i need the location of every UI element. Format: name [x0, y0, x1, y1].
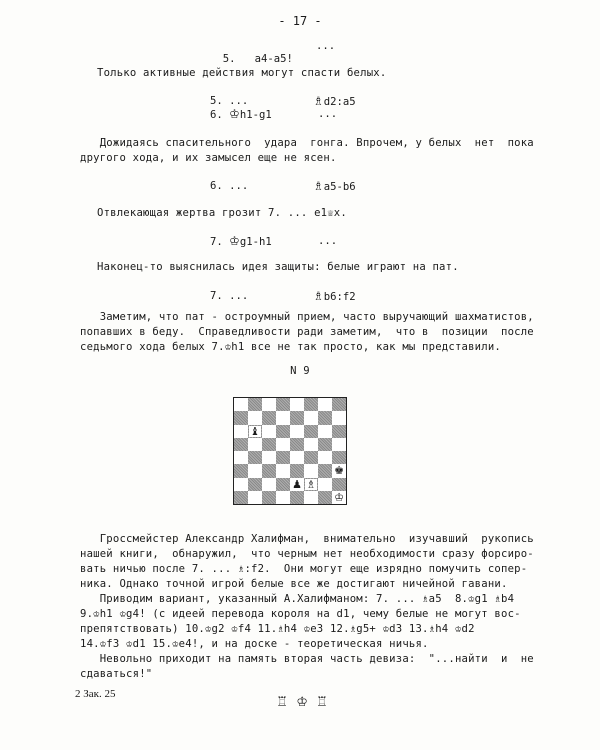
board-square	[262, 438, 276, 451]
move-7-black	[313, 290, 356, 304]
board-square	[304, 478, 318, 491]
board-square	[304, 451, 318, 464]
board-square	[234, 411, 248, 424]
board-square	[262, 478, 276, 491]
board-square	[276, 478, 290, 491]
move-7-black-placeholder: ...	[318, 235, 338, 247]
paragraph-1: Только активные действия могут спасти белых.	[97, 67, 387, 79]
board-square	[290, 451, 304, 464]
board-square	[234, 398, 248, 411]
black-pawn-icon: ♟	[292, 477, 302, 491]
rook-icon: ♖	[276, 695, 288, 710]
board-square	[276, 464, 290, 477]
move-7-number	[210, 290, 248, 303]
paragraph-7-line-1: Приводим вариант, указанный А.Халифманом: 7. ... ♗a5 8.♔g1 ♗b4	[80, 593, 515, 605]
move-number: 7.	[210, 236, 223, 248]
paragraph-8-line-2: сдаваться!"	[80, 668, 153, 680]
move-white: h1-g1	[239, 109, 272, 121]
move-5-black-placeholder: ...	[316, 40, 336, 52]
paragraph-6-line-1: Гроссмейстер Александр Халифман, внимательно изучавший рукопись	[80, 533, 534, 545]
print-order-mark: 2 Зак. 25	[75, 688, 116, 700]
board-square	[304, 411, 318, 424]
board-square	[262, 491, 276, 504]
bishop-icon: ♗	[313, 94, 324, 108]
board-square	[290, 398, 304, 411]
move-black: d2:a5	[323, 96, 356, 108]
move-6-black-placeholder: ...	[318, 108, 338, 120]
move-6-black	[313, 180, 356, 194]
move-6-number	[210, 180, 248, 193]
move-white: g1-h1	[239, 236, 272, 248]
move-black: b6:f2	[323, 291, 356, 303]
move-white: ...	[229, 290, 249, 302]
board-square	[248, 464, 262, 477]
paragraph-6-line-3: вать ничью после 7. ... ♗:f2. Они могут еще изрядно помучить сопер-	[80, 563, 528, 575]
move-number: 6.	[210, 109, 223, 121]
board-square	[332, 398, 346, 411]
board-square	[332, 464, 346, 477]
board-square	[234, 491, 248, 504]
black-king-icon: ♚	[334, 464, 344, 478]
move-black: a5-b6	[323, 181, 356, 193]
board-square	[248, 425, 262, 438]
page-number: - 17 -	[278, 14, 322, 28]
move-7-white	[210, 235, 272, 249]
board-square	[332, 491, 346, 504]
board-square	[248, 398, 262, 411]
board-square	[248, 491, 262, 504]
board-square	[318, 491, 332, 504]
board-square	[248, 451, 262, 464]
board-square	[318, 478, 332, 491]
paragraph-2-line-1: Дожидаясь спасительного удара гонга. Впрочем, у белых нет пока	[80, 137, 534, 149]
board-square	[318, 464, 332, 477]
paragraph-6-line-4: ника. Однако точной игрой белые все же достигают ничейной гавани.	[80, 578, 508, 590]
board-square	[332, 478, 346, 491]
board-square	[290, 478, 304, 491]
board-square	[276, 425, 290, 438]
move-number: 6.	[210, 180, 223, 192]
king-icon: ♔	[296, 695, 308, 710]
paragraph-3: Отвлекающая жертва грозит 7. ... e1♕x.	[97, 207, 347, 219]
board-square	[290, 411, 304, 424]
king-icon: ♔	[229, 234, 240, 248]
board-square	[332, 438, 346, 451]
board-square	[304, 491, 318, 504]
white-bishop-icon: ♗	[306, 477, 316, 491]
board-square	[262, 398, 276, 411]
move-6-white	[210, 108, 272, 122]
diagram-label: N 9	[290, 365, 310, 377]
board-square	[304, 425, 318, 438]
chess-diagram	[233, 397, 347, 505]
rook-icon: ♖	[316, 695, 328, 710]
board-square	[290, 491, 304, 504]
move-number: 7.	[210, 290, 223, 302]
bishop-icon: ♗	[313, 179, 324, 193]
board-square	[304, 464, 318, 477]
king-icon: ♔	[229, 107, 240, 121]
board-square	[318, 438, 332, 451]
move-number: 5.	[222, 53, 236, 65]
board-square	[290, 425, 304, 438]
board-square	[276, 411, 290, 424]
board-square	[276, 451, 290, 464]
board-square	[290, 438, 304, 451]
board-square	[234, 425, 248, 438]
board-square	[248, 478, 262, 491]
move-5-white	[210, 40, 293, 66]
board-square	[304, 398, 318, 411]
board-square	[332, 411, 346, 424]
bishop-icon: ♗	[313, 289, 324, 303]
board-square	[332, 451, 346, 464]
paragraph-5-line-3: седьмого хода белых 7.♔h1 все не так просто, как мы представили.	[80, 341, 501, 353]
board-square	[332, 425, 346, 438]
board-square	[262, 464, 276, 477]
board-square	[234, 464, 248, 477]
paragraph-5-line-2: попавших в беду. Справедливости ради заметим, что в позиции после	[80, 326, 534, 338]
board-square	[262, 451, 276, 464]
black-bishop-icon: ♝	[250, 424, 260, 438]
board-square	[234, 438, 248, 451]
paragraph-7-line-4: 14.♔f3 ♔d1 15.♔e4!, и на доске - теоретическая ничья.	[80, 638, 429, 650]
paragraph-4: Наконец-то выяснилась идея защиты: белые играют на пат.	[97, 261, 459, 273]
board-square	[318, 398, 332, 411]
paragraph-7-line-3: препятствовать) 10.♔g2 ♔f4 11.♗h4 ♔e3 12.♗g5+ ♔d3 13.♗h4 ♔d2	[80, 623, 475, 635]
paragraph-7-line-2: 9.♔h1 ♔g4! (с идеей перевода короля на d1, чему белые не могут вос-	[80, 608, 521, 620]
board-square	[276, 491, 290, 504]
board-square	[234, 478, 248, 491]
board-square	[304, 438, 318, 451]
paragraph-2-line-2: другого хода, и их замысел еще не ясен.	[80, 152, 337, 164]
board-square	[318, 411, 332, 424]
board-square	[318, 425, 332, 438]
paragraph-5-line-1: Заметим, что пат - остроумный прием, часто выручающий шахматистов,	[80, 311, 534, 323]
ornament	[268, 680, 328, 710]
board-square	[276, 398, 290, 411]
move-5-black	[313, 95, 356, 109]
board-square	[290, 464, 304, 477]
move-white: ...	[229, 95, 249, 107]
move-white: a4-a5!	[254, 53, 293, 65]
paragraph-8-line-1: Невольно приходит на память вторая часть девиза: "...найти и не	[80, 653, 534, 665]
move-white: ...	[229, 180, 249, 192]
board-square	[248, 411, 262, 424]
paragraph-6-line-2: нашей книги, обнаружил, что черным нет необходимости сразу форсиро-	[80, 548, 534, 560]
board-square	[318, 451, 332, 464]
board-square	[234, 451, 248, 464]
board-square	[248, 438, 262, 451]
board-square	[276, 438, 290, 451]
white-king-icon: ♔	[334, 490, 344, 504]
board-square	[262, 425, 276, 438]
board-square	[262, 411, 276, 424]
move-number: 5.	[210, 95, 223, 107]
